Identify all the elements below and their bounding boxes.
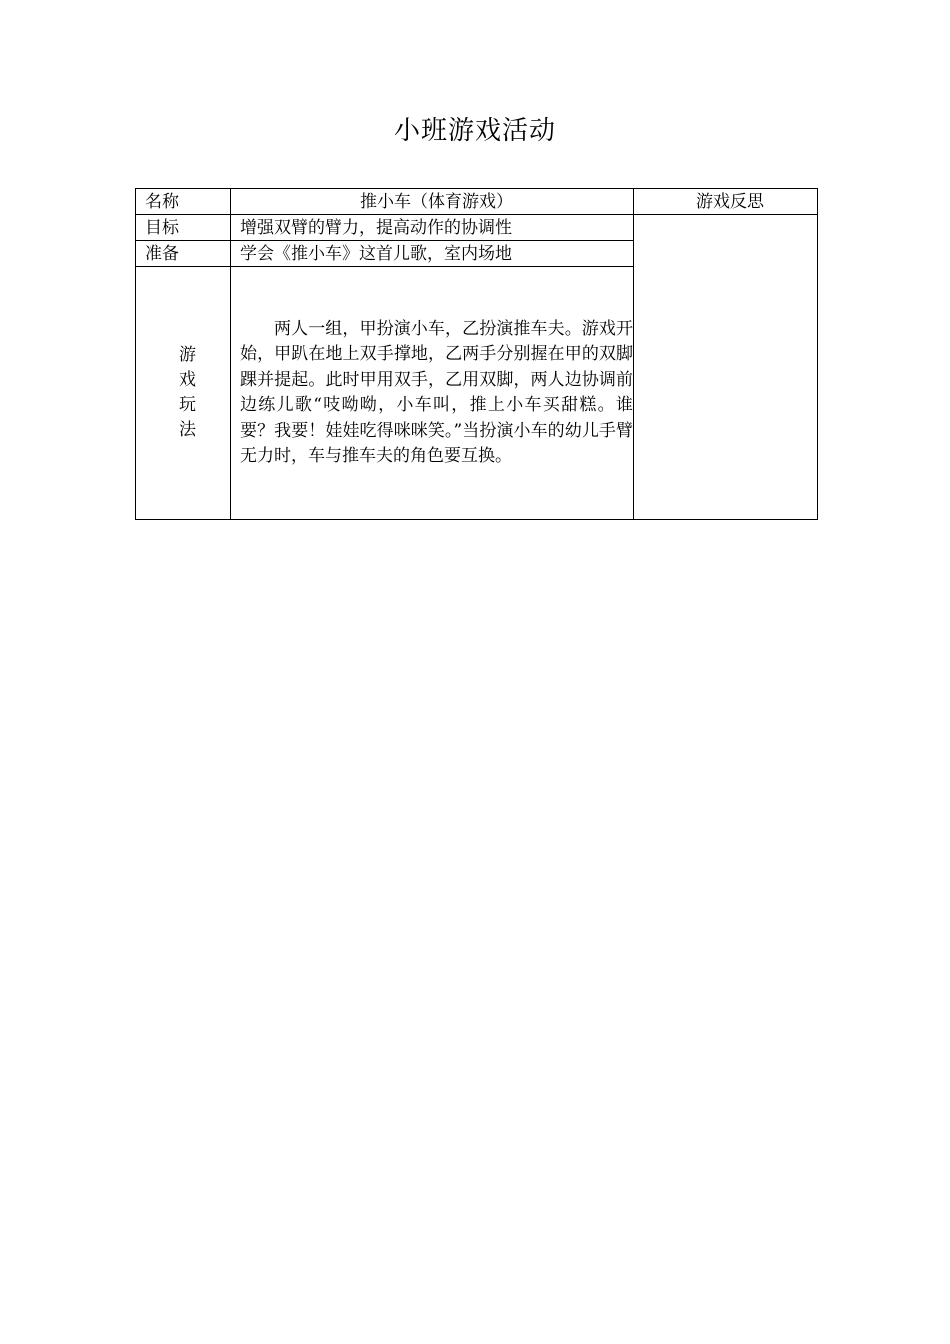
activity-plan-table [135,188,818,520]
gameplay-label-char: 戏 [179,370,196,390]
gameplay-label-cell [136,267,231,520]
table-row-goal [136,215,818,241]
activity-name-cell: 推小车（体育游戏） [231,189,634,215]
gameplay-text-cell [231,267,634,520]
goal-value-cell: 增强双臂的臂力，提高动作的协调性 [231,215,634,241]
gameplay-description: 两人一组，甲扮演小车，乙扮演推车夫。游戏开始，甲趴在地上双手撑地，乙两手分别握在甲的双脚踝并提起。此时甲用双手，乙用双脚，两人边协调前边练儿歌“吱呦呦，小车叫，推上小车买甜糕。谁要？我要！娃娃吃得咪咪笑。”当扮演小车的幼儿手臂无力时，车与推车夫的角色要互换。 [240,318,633,466]
preparation-label-cell: 准备 [136,241,231,267]
document-title: 小班游戏活动 [393,116,556,146]
table-row-header [136,189,818,215]
goal-label-cell: 目标 [136,215,231,241]
preparation-value-cell: 学会《推小车》这首儿歌，室内场地 [231,241,634,267]
gameplay-label-char: 游 [179,345,196,365]
reflection-content-cell [634,215,818,520]
reflection-label-cell: 游戏反思 [634,189,818,215]
gameplay-label-char: 法 [179,420,196,440]
gameplay-vertical-label [145,343,230,443]
gameplay-label-char: 玩 [179,395,196,415]
name-label-cell: 名称 [136,189,231,215]
